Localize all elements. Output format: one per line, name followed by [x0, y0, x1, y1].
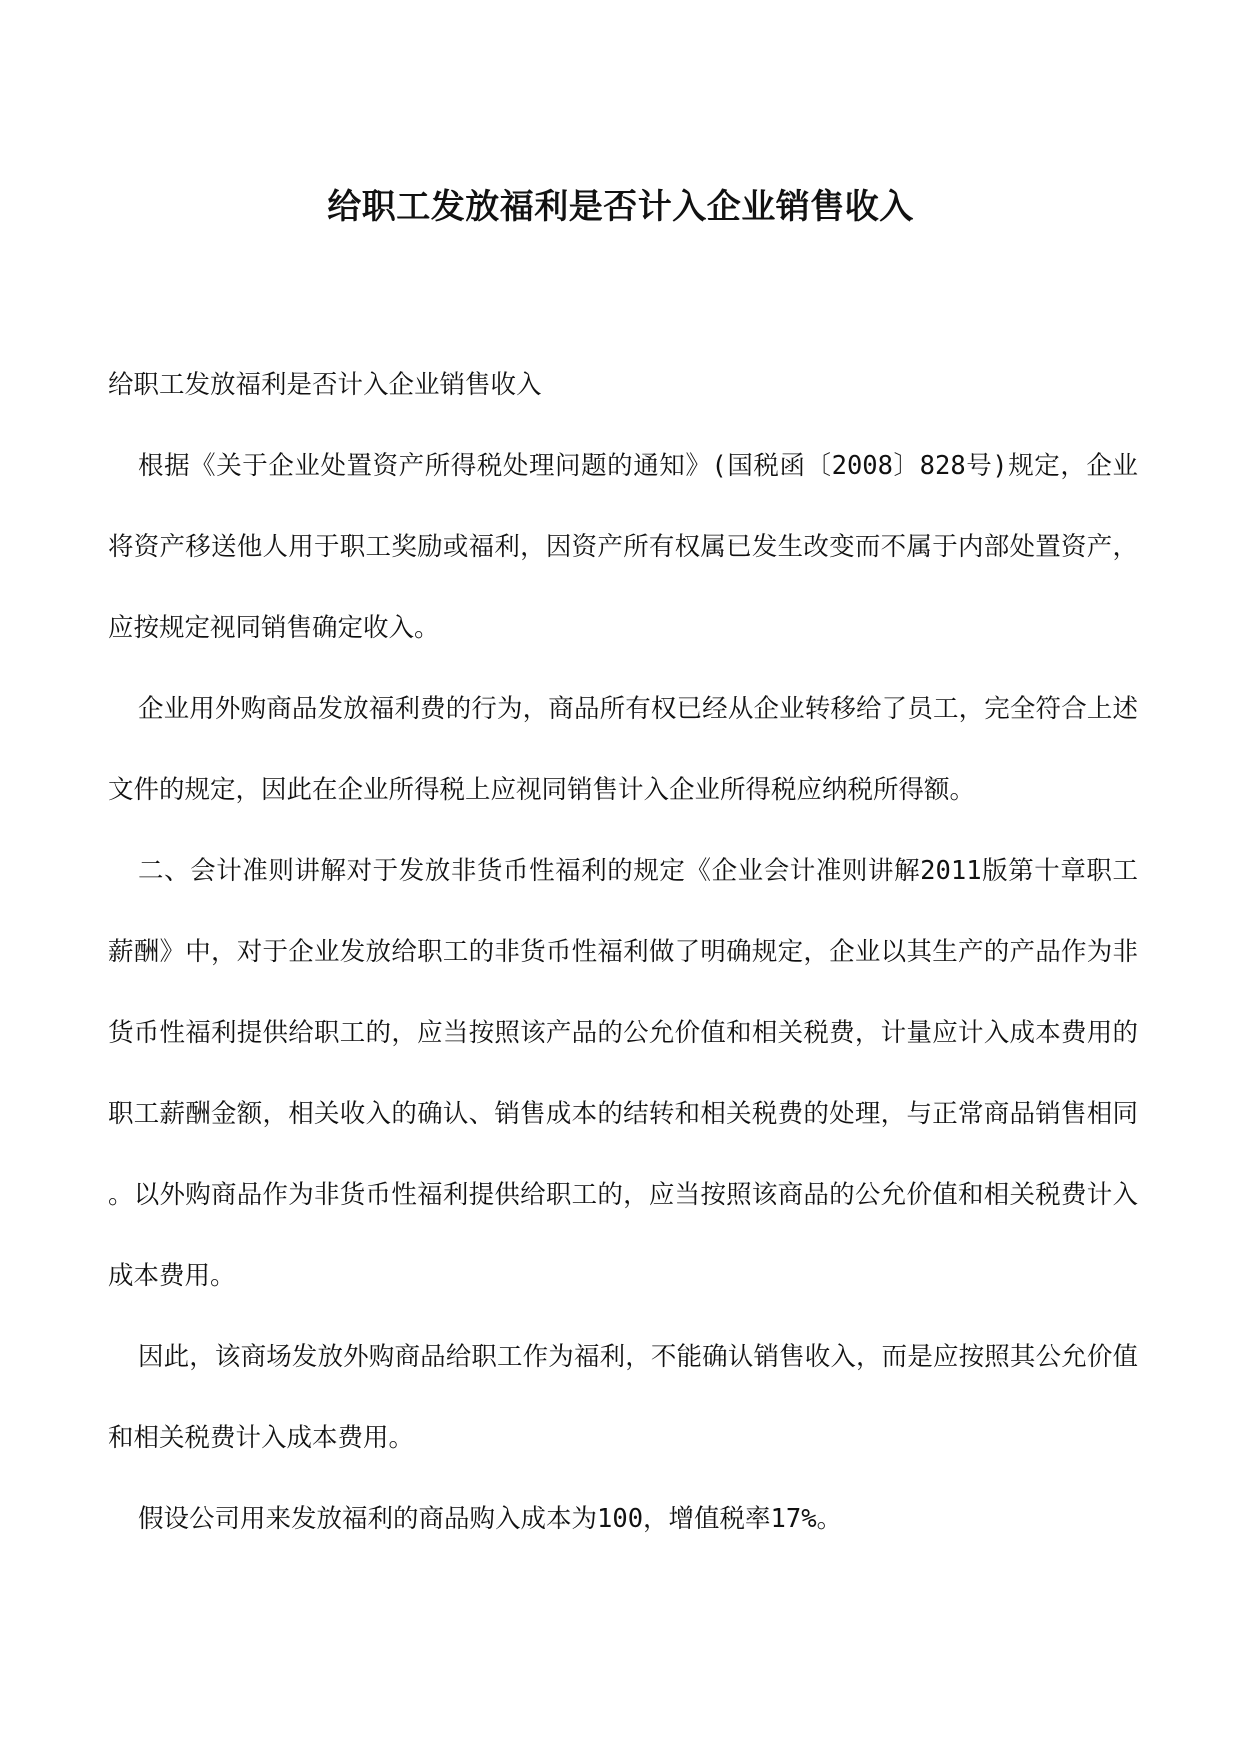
paragraph-1: 根据《关于企业处置资产所得税处理问题的通知》(国税函〔2008〕828号)规定，企业将资产移送他人用于职工奖励或福利，因资产所有权属已发生改变而不属于内部处置资产，应按规定视同销售确定收入。	[108, 451, 1138, 643]
paragraph-2: 企业用外购商品发放福利费的行为，商品所有权已经从企业转移给了员工，完全符合上述文件的规定，因此在企业所得税上应视同销售计入企业所得税应纳税所得额。	[108, 694, 1138, 805]
paragraph-4: 因此，该商场发放外购商品给职工作为福利，不能确认销售收入，而是应按照其公允价值和相关税费计入成本费用。	[108, 1342, 1138, 1453]
paragraph-3: 二、会计准则讲解对于发放非货币性福利的规定《企业会计准则讲解2011版第十章职工薪酬》中，对于企业发放给职工的非货币性福利做了明确规定，企业以其生产的产品作为非货币性福利提供给职工的，应当按照该产品的公允价值和相关税费，计量应计入成本费用的职工薪酬金额，相关收入的确认、销售成本的结转和相关税费的处理，与正常商品销售相同。以外购商品作为非货币性福利提供给职工的，应当按照该商品的公允价值和相关税费计入成本费用。	[108, 856, 1138, 1291]
paragraph-5: 假设公司用来发放福利的商品购入成本为100，增值税率17%。	[138, 1504, 843, 1534]
document-title: 给职工发放福利是否计入企业销售收入	[327, 186, 914, 227]
paragraph-subtitle: 给职工发放福利是否计入企业销售收入	[108, 370, 542, 400]
document-body	[108, 345, 1138, 1560]
